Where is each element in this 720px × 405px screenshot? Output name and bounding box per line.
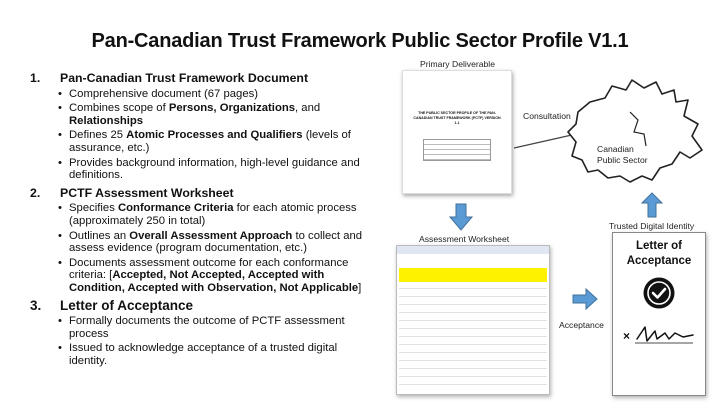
section-3: [30, 297, 365, 368]
signature-icon: [635, 323, 695, 347]
bullet-item: [58, 157, 365, 182]
section-number: 2.: [30, 185, 41, 200]
checkmark-seal-icon: [642, 276, 676, 310]
letter-title: Letter of Acceptance: [626, 240, 692, 267]
bullet-text: Documents assessment outcome for each conformance criteria: [: [69, 256, 349, 282]
bullet-text: ]: [358, 281, 362, 294]
section-title: Letter of Acceptance: [60, 297, 194, 313]
pctf-document-thumbnail: [402, 70, 512, 194]
acceptance-label: Acceptance: [559, 320, 604, 330]
bullet-text: (levels of assurance, etc.): [69, 129, 351, 154]
bullet-item: [58, 342, 365, 367]
slide-title: Pan-Canadian Trust Framework Public Sector Profile V1.1: [91, 30, 629, 52]
document-to-worksheet-arrow: [449, 203, 473, 231]
bullet-item: [58, 88, 365, 101]
canada-map-icon: [560, 72, 710, 187]
primary-deliverable-label: Primary Deliverable: [420, 59, 495, 69]
consultation-label: Consultation: [523, 111, 571, 121]
bold-text: Relationships: [69, 114, 144, 127]
trusted-digital-identity-label: Trusted Digital Identity: [609, 221, 695, 231]
section-number: 1.: [30, 71, 41, 85]
bullet-text: Combines scope of: [69, 102, 169, 115]
bullet-text: Defines 25: [69, 129, 127, 142]
worksheet-highlight-band: [399, 268, 547, 282]
bullet-text: for each atomic process (approximately 250 in total): [69, 202, 357, 227]
worksheet-ribbon: [397, 246, 549, 254]
section-heading: [30, 187, 365, 200]
bold-text: Persons, Organizations: [168, 102, 296, 115]
section-1: [30, 72, 365, 182]
bullet-text: Comprehensive document (67 pages): [69, 87, 259, 100]
bullet-item: [58, 129, 365, 154]
worksheet-to-letter-arrow: [572, 288, 598, 310]
bullet-list: [30, 315, 365, 367]
signature-x-mark: ×: [623, 329, 631, 343]
section-2: [30, 187, 365, 295]
bold-text: Accepted, Not Accepted, Accepted with Condition, Accepted with Observation, Not Applicable: [69, 269, 359, 294]
assessment-worksheet-thumbnail: [396, 245, 550, 395]
bullet-item: [58, 257, 365, 295]
bullet-list: [30, 202, 365, 294]
bullet-text: Formally documents the outcome of PCTF assessment process: [69, 315, 345, 340]
assessment-worksheet-label: Assessment Worksheet: [419, 234, 510, 244]
bullet-item: [58, 102, 365, 127]
canadian-public-sector-label: Canadian Public Sector: [597, 144, 648, 165]
section-title: PCTF Assessment Worksheet: [60, 185, 234, 200]
bullet-item: [58, 202, 365, 227]
bold-text: Conformance Criteria: [117, 202, 234, 215]
content-list: [30, 72, 365, 372]
bullet-text: , and: [295, 102, 321, 115]
bold-text: Atomic Processes and Qualifiers: [126, 129, 303, 142]
bullet-text: Specifies: [69, 202, 118, 215]
bullet-item: [58, 230, 365, 255]
section-heading: [30, 72, 365, 85]
document-cover-table: [423, 139, 491, 161]
bullet-text: to collect and assess evidence (program documentation, etc.): [69, 229, 363, 255]
section-heading: [30, 297, 365, 313]
bullet-text: Provides background information, high-level guidance and definitions.: [69, 156, 360, 182]
trusted-identity-arrow: [641, 192, 663, 218]
section-title: Pan-Canadian Trust Framework Document: [60, 71, 309, 85]
bullet-text: Issued to acknowledge acceptance of a trusted digital identity.: [69, 342, 338, 367]
section-number: 3.: [30, 297, 42, 313]
bullet-item: [58, 315, 365, 340]
bullet-text: Outlines an: [69, 229, 130, 242]
document-cover-title: THE PUBLIC SECTOR PROFILE OF THE PAN-CANADIAN TRUST FRAMEWORK (PCTF) VERSION 1.1: [413, 111, 501, 125]
bold-text: Overall Assessment Approach: [129, 229, 293, 242]
bullet-list: [30, 88, 365, 182]
letter-of-acceptance-card: [612, 232, 706, 396]
